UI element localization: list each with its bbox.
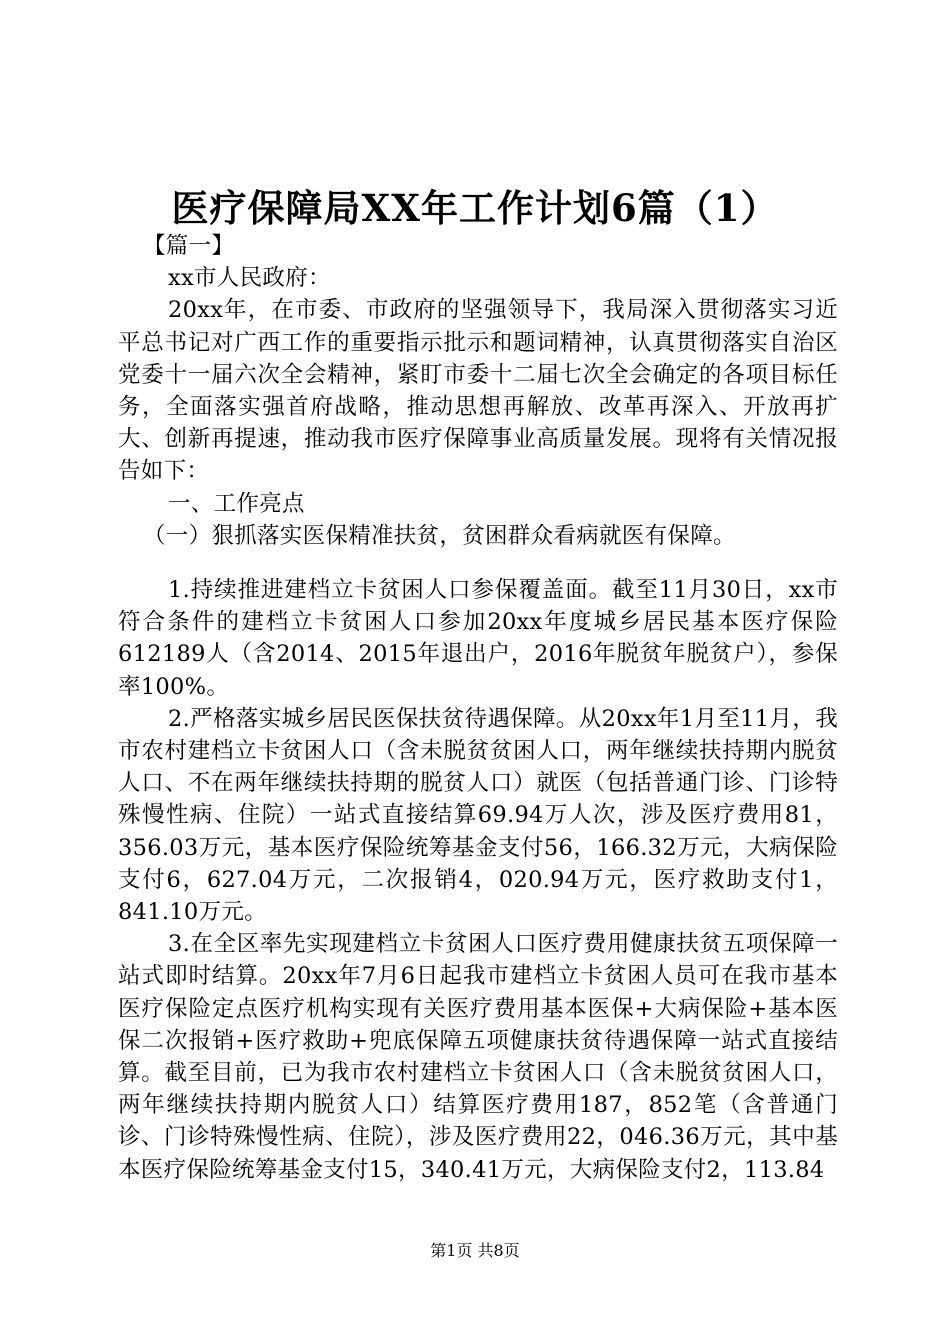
page-footer: 第1页 共8页 bbox=[430, 1241, 520, 1260]
document-title: 医疗保障局XX年工作计划6篇（1） bbox=[171, 186, 779, 230]
paragraph-item-3: 3.在全区率先实现建档立卡贫困人口医疗费用健康扶贫五项保障一站式即时结算。20xx年7月6日起我市建档立卡贫困人员可在我市基本医疗保险定点医疗机构实现有关医疗费用基本医保+大病保险+基本医保二次报销+医疗救助+兜底保障五项健康扶贫待遇保障一站式直接结算。截至目前，已为我市农村建档立卡贫困人口（含未脱贫贫困人口，两年继续扶持期内脱贫人口）结算医疗费用187，852笔（含普通门诊、门诊特殊慢性病、住院），涉及医疗费用22，046.36万元，其中基本医疗保险统筹基金支付15，340.41万元，大病保险支付2，113.84 bbox=[118, 931, 838, 1183]
spacer bbox=[118, 552, 838, 574]
addressee: xx市人民政府： bbox=[168, 265, 331, 292]
paragraph-intro: 20xx年，在市委、市政府的坚强领导下，我局深入贯彻落实习近平总书记对广西工作的重要指示批示和题词精神，认真贯彻落实自治区党委十一届六次全会精神，紧盯市委十二届七次全会确定的各项目标任务，全面落实强首府战略，推动思想再解放、改革再深入、开放再扩大、创新再提速，推动我市医疗保障事业高质量发展。现将有关情况报告如下： bbox=[118, 297, 838, 485]
paragraph-item-2: 2.严格落实城乡居民医保扶贫待遇保障。从20xx年1月至11月，我市农村建档立卡贫困人口（含未脱贫贫困人口，两年继续扶持期内脱贫人口、不在两年继续扶持期的脱贫人口）就医（包括普通门诊、门诊特殊慢性病、住院）一站式直接结算69.94万人次，涉及医疗费用81，356.03万元，基本医疗保险统筹基金支付56，166.32万元，大病保险支付6，627.04万元，二次报销4，020.94万元，医疗救助支付1，841.10万元。 bbox=[118, 705, 838, 926]
subheading-poverty: （一）狠抓落实医保精准扶贫，贫困群众看病就医有保障。 bbox=[143, 522, 736, 549]
document-body bbox=[118, 230, 838, 1186]
heading-highlights: 一、工作亮点 bbox=[168, 490, 305, 517]
section-label: 【篇一】 bbox=[143, 233, 235, 259]
paragraph-item-1: 1.持续推进建档立卡贫困人口参保覆盖面。截至11月30日，xx市符合条件的建档立卡贫困人口参加20xx年度城乡居民基本医疗保险612189人（含2014、2015年退出户，2016年脱贫年脱贫户），参保率100%。 bbox=[118, 577, 838, 700]
